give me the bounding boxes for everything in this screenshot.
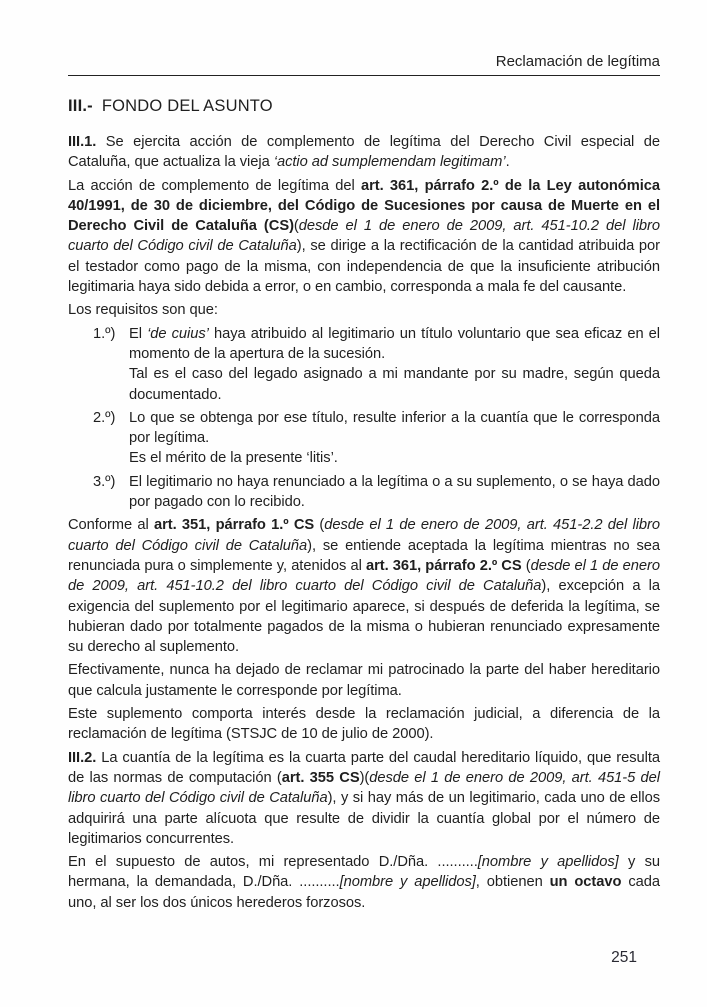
text-run-italic: [nombre y apellidos] bbox=[477, 854, 619, 871]
section-heading-number: III.- bbox=[68, 97, 93, 115]
text-run: Es el mérito de la presente ‘litis’. bbox=[129, 450, 338, 467]
text-run: ), se entiende aceptada la legítima mientras no sea renunciada pura o simplemente y, atenidos al bbox=[68, 537, 660, 574]
text-run-italic: [nombre y apellidos] bbox=[339, 874, 476, 891]
text-run: . bbox=[505, 154, 510, 171]
paragraph bbox=[68, 515, 660, 657]
text-run-italic: desde el 1 de enero de 2009, art. 451-10.2 del libro cuarto del Código civil de Cataluña bbox=[68, 218, 660, 255]
text-run-italic: ‘de cuius’ bbox=[147, 325, 209, 342]
text-run: El bbox=[129, 325, 148, 342]
list-item-text bbox=[129, 324, 660, 405]
text-run-bold: III.1. bbox=[68, 134, 97, 150]
paragraph bbox=[68, 300, 660, 320]
text-run: , obtienen bbox=[475, 874, 550, 891]
list-item-marker: 3.º) bbox=[93, 473, 116, 490]
text-run: cada uno, al ser los dos únicos herederos forzosos. bbox=[68, 874, 660, 911]
text-run: ( bbox=[521, 557, 531, 574]
text-run-bold: un octavo bbox=[549, 874, 622, 891]
text-run: )( bbox=[359, 769, 370, 786]
paragraph bbox=[68, 660, 660, 701]
running-header-title: Reclamación de legítima bbox=[495, 53, 660, 70]
text-run-italic: ‘actio ad sumplemendam legitimam’ bbox=[273, 154, 506, 171]
text-run: En el supuesto de autos, mi representado D./Dña. .......... bbox=[68, 854, 478, 871]
list-item-text bbox=[129, 472, 660, 513]
list-item-marker: 2.º) bbox=[93, 409, 116, 426]
text-run: ), excepción a la exigencia del suplemento por el legitimario aparece, si después de deferida la legítima, se hubieran dado por totalmente pagados de la misma o hubieran renunciado expresamente su derecho al suplemento. bbox=[68, 578, 660, 656]
paragraph bbox=[68, 132, 660, 173]
paragraph bbox=[68, 704, 660, 745]
text-run-bold: art. 361, párrafo 2.º de la Ley autonómica 40/1991, de 30 de diciembre, del Código de Sucesiones por causa de Muerte en el Derecho Civil de Cataluña (CS) bbox=[68, 177, 660, 235]
text-run: Se ejercita acción de complemento de legítima del Derecho Civil especial de Cataluña, que actualiza la vieja bbox=[68, 134, 660, 171]
text-run: ( bbox=[293, 218, 299, 235]
list-item bbox=[93, 472, 660, 513]
text-run-bold: art. 351, párrafo 1.º CS bbox=[153, 517, 315, 534]
text-run: ), y si hay más de un legitimario, cada uno de ellos adquirirá una parte alícuota que resulte de dividir la cuantía global por el número de legitimarios concurrentes. bbox=[68, 790, 660, 847]
list-item bbox=[93, 324, 660, 405]
page-number: 251 bbox=[611, 949, 637, 966]
text-run: Efectivamente, nunca ha dejado de reclamar mi patrocinado la parte del haber hereditario que calcula justamente le corresponde por legítima. bbox=[68, 662, 660, 699]
section-heading bbox=[68, 97, 660, 115]
text-run-italic: desde el 1 de enero de 2009, art. 451-2.2 del libro cuarto del Código civil de Cataluña bbox=[68, 517, 661, 554]
text-run-italic: desde el 1 de enero de 2009, art. 451-5 del libro cuarto del Código civil de Cataluña bbox=[68, 769, 660, 807]
list-item bbox=[93, 408, 660, 469]
text-run: Los requisitos son que: bbox=[68, 302, 218, 319]
text-run-bold: III.2. bbox=[68, 749, 97, 766]
text-run: La acción de complemento de legítima del bbox=[68, 177, 361, 194]
list-item-marker: 1.º) bbox=[93, 325, 116, 342]
text-run: La cuantía de la legítima es la cuarta parte del caudal hereditario líquido, que resulta de las normas de computación ( bbox=[68, 749, 660, 786]
text-run-bold: art. 361, párrafo 2.º CS bbox=[365, 557, 522, 574]
text-run: Lo que se obtenga por ese título, resulte inferior a la cuantía que le corresponda por legítima. bbox=[129, 409, 660, 447]
document-body bbox=[68, 132, 660, 913]
text-run-bold: art. 355 CS bbox=[281, 769, 360, 786]
text-run-italic: desde el 1 de enero de 2009, art. 451-10.2 del libro cuarto del Código civil de Cataluña bbox=[68, 557, 660, 595]
section-heading-title: FONDO DEL ASUNTO bbox=[101, 97, 273, 115]
text-run: ( bbox=[314, 517, 325, 534]
text-run: Conforme al bbox=[68, 517, 154, 534]
list-item-text bbox=[129, 408, 660, 469]
running-header bbox=[68, 53, 660, 76]
text-run: El legitimario no haya renunciado a la legítima o a su suplemento, o se haya dado por pagado con lo recibido. bbox=[129, 473, 660, 511]
paragraph bbox=[68, 852, 660, 913]
text-run: Tal es el caso del legado asignado a mi mandante por su madre, según queda documentado. bbox=[129, 366, 660, 403]
text-run: ), se dirige a la rectificación de la cantidad atribuida por el testador como pago de la misma, con independencia de que la insuficiente atribución legitimaria haya sido debida a error, o en cambio, corresponda a mala fe del causante. bbox=[68, 238, 660, 296]
paragraph bbox=[68, 748, 660, 849]
text-run: Este suplemento comporta interés desde la reclamación judicial, a diferencia de la reclamación de legítima (STSJC de 10 de julio de 2000). bbox=[68, 706, 660, 743]
page-content bbox=[68, 53, 660, 916]
text-run: haya atribuido al legitimario un título voluntario que sea eficaz en el momento de la apertura de la sucesión. bbox=[129, 325, 661, 362]
text-run: y su hermana, la demandada, D./Dña. .......... bbox=[68, 854, 660, 891]
paragraph bbox=[68, 176, 660, 298]
